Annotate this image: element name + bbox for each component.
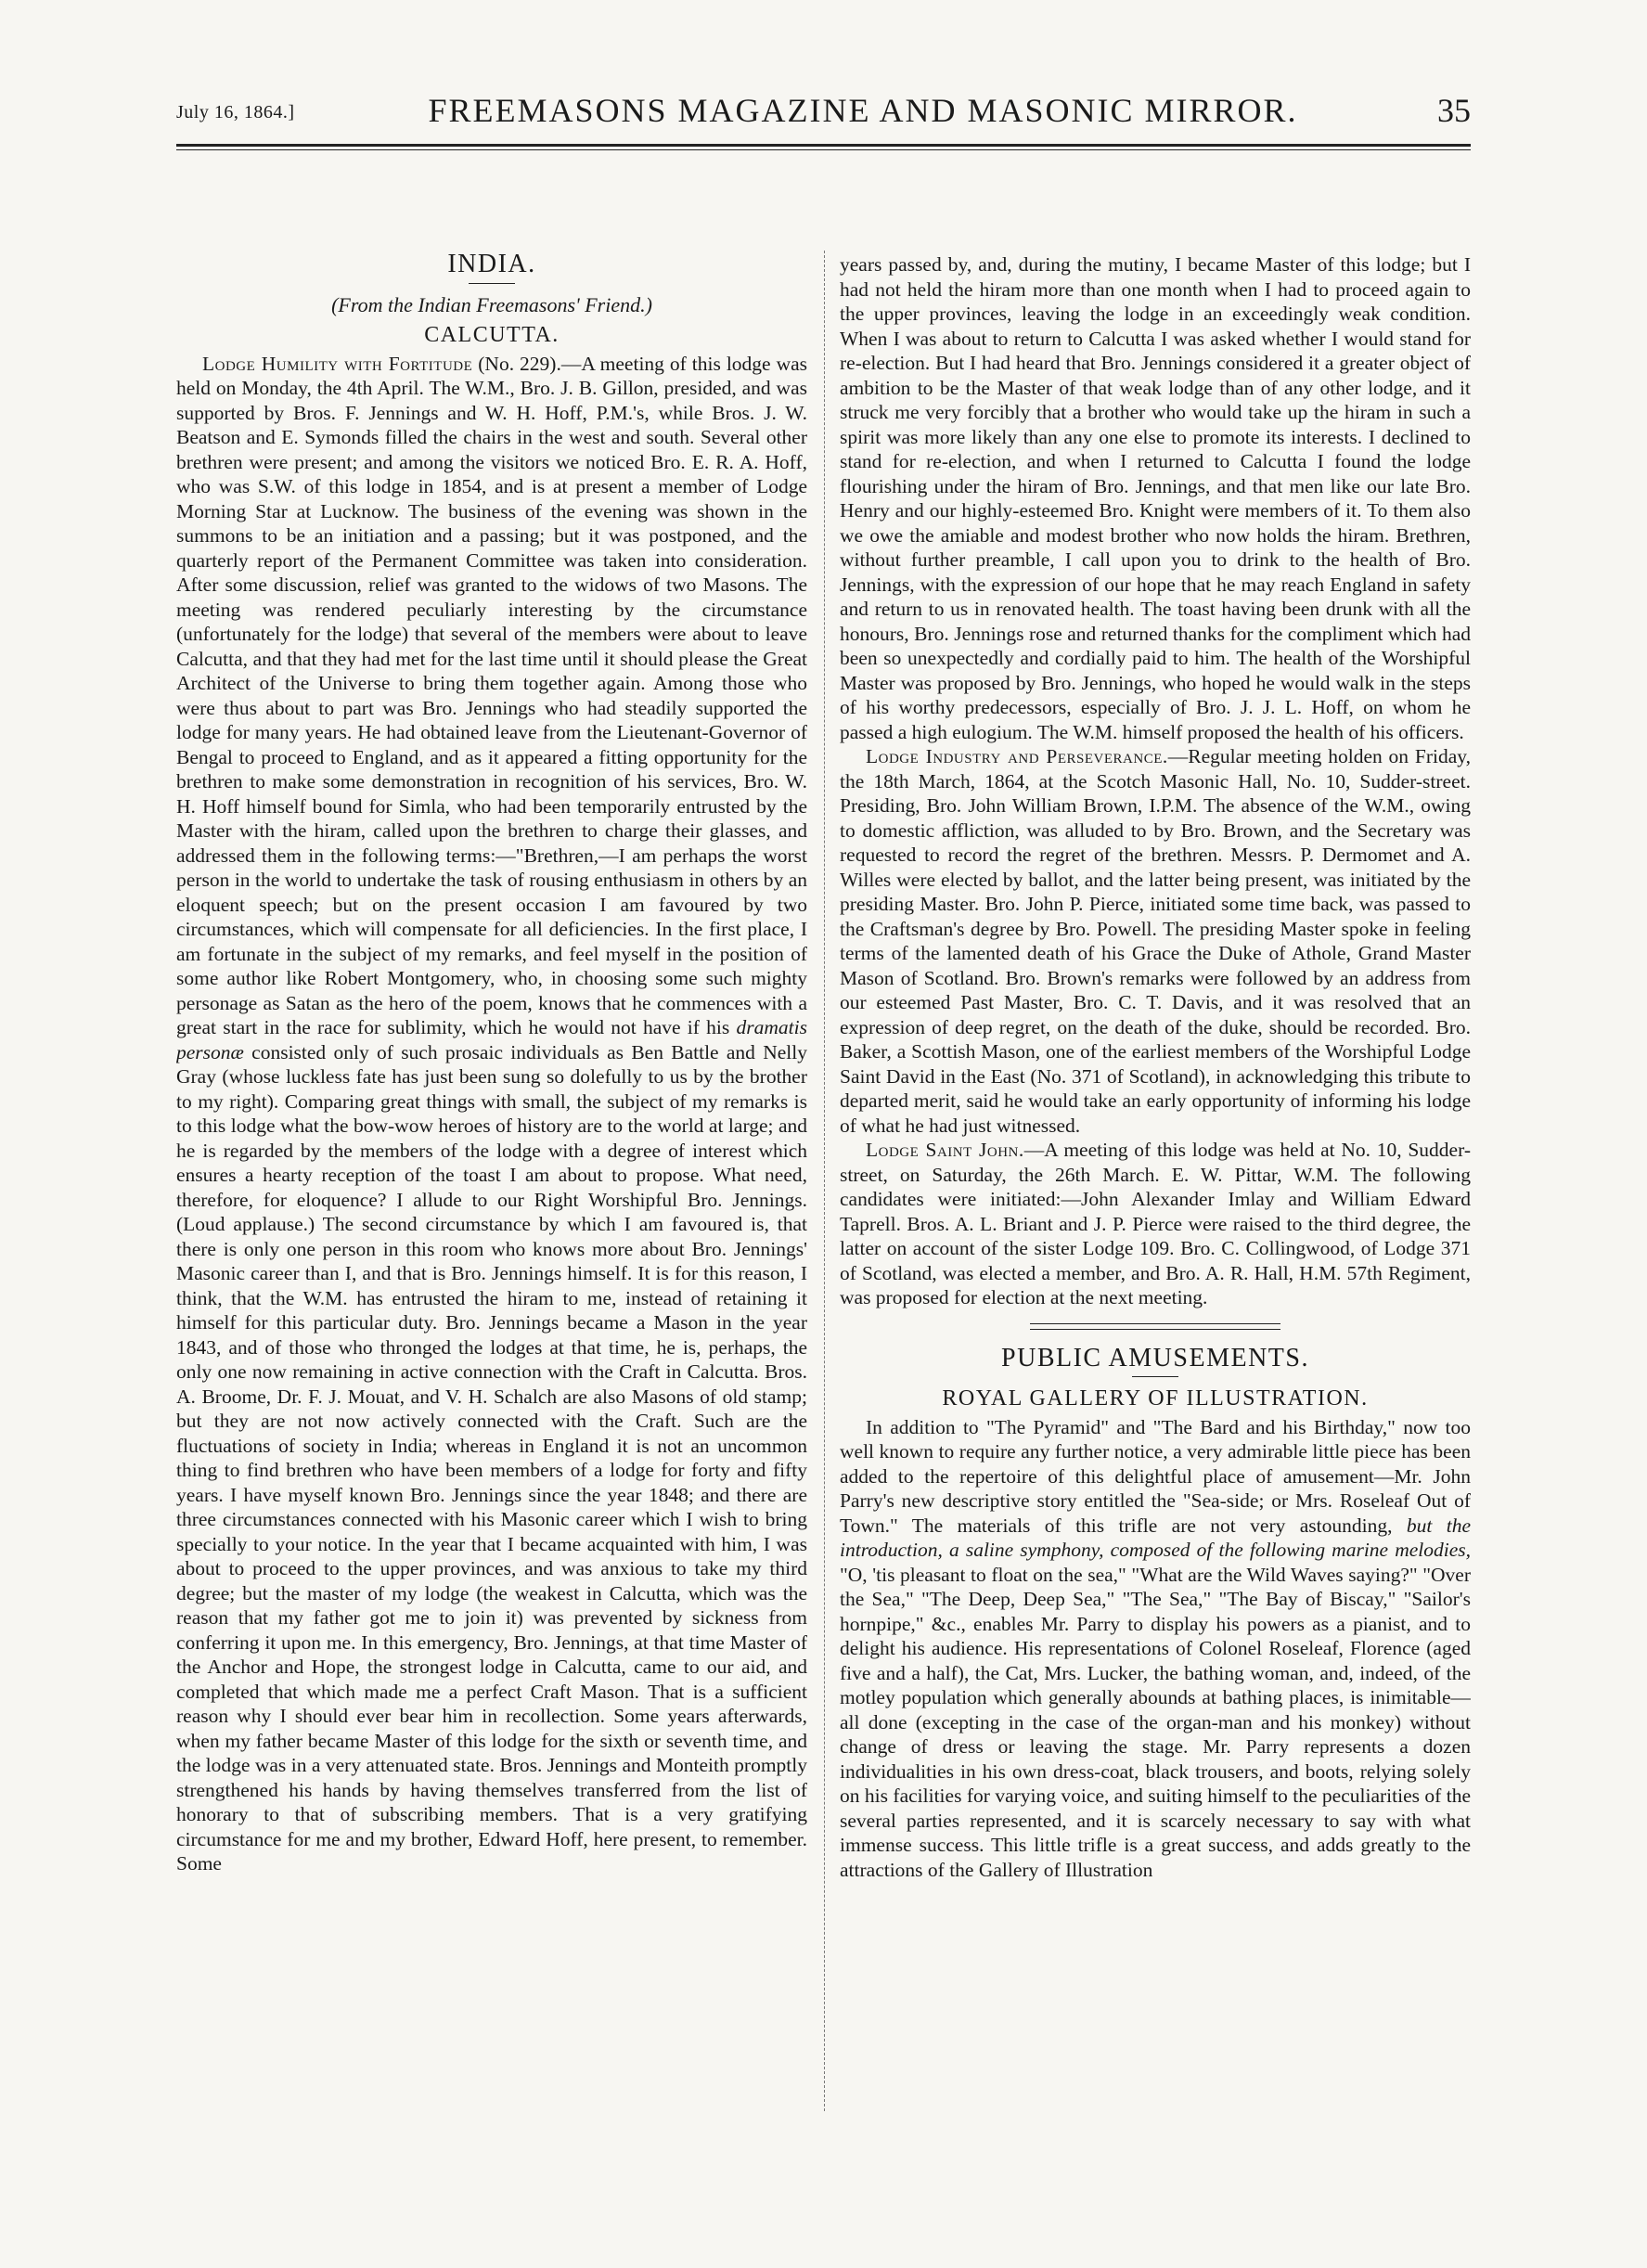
right-column [840,252,1471,2127]
amusements-italic: but the introduction, a saline symphony, composed of the following marine melodies, [840,1514,1471,1561]
amusements-paragraph [840,1415,1471,1883]
royal-gallery-subheading: ROYAL GALLERY OF ILLUSTRATION. [942,1386,1369,1411]
lodge-industry-name: Lodge Industry and Perseverance. [866,745,1168,767]
column-divider [824,251,826,2111]
amusements-text-2: "O, 'tis pleasant to float on the sea," "What are the Wild Waves saying?" "Over the Sea," "The Deep, Deep Sea," "The Sea," "The Bay of Biscay," "Sailor's hornpipe," &c., enables Mr. Parry to display his powers as a pianist, and to delight his audience. His representations of Colonel Roseleaf, Florence (aged five and a half), the Cat, Mrs. Lucker, the bathing woman, and, indeed, of the motley population which generally abounds at bathing places, is inimitable—all done (excepting in the case of the organ-man and his monkey) without change of dress or leaving the stage. Mr. Parry represents a dozen individualities in his own dress-coat, black trousers, and boots, relying solely on his facilities for varying voice, and suiting himself to the peculiarities of the several parties represented, and it is scarcely necessary to say with what immense success. This little trifle is a great success, and adds greatly to the attractions of the Gallery of Illustration [840,1563,1471,1881]
page-number: 35 [1437,92,1471,129]
amusements-heading-rule [1132,1376,1178,1377]
calcutta-subheading: CALCUTTA. [424,323,560,347]
lodge-humility-text-1: (No. 229).—A meeting of this lodge was held on Monday, the 4th April. The W.M., Bro. J. B. Gillon, presided, and was supported by Bros. F. Jennings and W. H. Hoff, P.M.'s, while Bros. J. W. Beatson and E. Symonds filled the chairs in the west and south. Several other brethren were present; and among the visitors we noticed Bro. E. R. A. Hoff, who was S.W. of this lodge in 1854, and is at present a member of Lodge Morning Star at Lucknow. The business of the evening was shown in the summons to be an initiation and a passing; but it was postponed, and the quarterly report of the Permanent Committee was taken into consideration. After some discussion, relief was granted to the widows of two Masons. The meeting was rendered peculiarly interesting by the circumstance (unfortunately for the lodge) that several of the members were about to leave Calcutta, and that they had met for the last time until it should please the Great Architect of the Universe to bring them together again. Among those who were thus about to part was Bro. Jennings who had steadily supported the lodge for many years. He had obtained leave from the Lieutenant-Governor of Bengal to proceed to England, and as it appeared a fitting opportunity for the brethren to make some demonstration in recognition of his services, Bro. W. H. Hoff himself bound for Simla, who had been temporarily entrusted by the Master with the hiram, called upon the brethren to charge their glasses, and addressed them in the following terms:—"Brethren,—I am perhaps the worst person in the world to undertake the task of rousing enthusiasm in others by an eloquent speech; but on the present occasion I am favoured by two circumstances, which will compensate for all deficiencies. In the first place, I am fortunate in the subject of my remarks, and feel myself in the position of some author like Robert Montgomery, who, in choosing some such mighty personage as Satan as the hero of the poem, knows that he commences with a great start in the race for sublimity, which he would not have if his [176,352,807,1038]
heading-rule [469,283,515,284]
dramatis-personae: dramatis personæ [176,1016,807,1063]
lodge-humility-paragraph [176,352,807,1876]
lodge-saint-john-name: Lodge Saint John. [866,1139,1024,1161]
lodge-saint-john-paragraph [840,1138,1471,1310]
section-divider [1030,1323,1280,1330]
lodge-industry-paragraph [840,744,1471,1138]
india-heading: INDIA. [447,250,536,278]
header-rule-thin [176,149,1471,150]
source-byline: (From the Indian Freemasons' Friend.) [331,292,652,316]
header-rule [176,144,1471,147]
left-column [176,249,807,2123]
lodge-saint-john-text: —A meeting of this lodge was held at No. 10, Sudder-street, on Saturday, the 26th March. E. W. Pittar, W.M. The following candidates were initiated:—John Alexander Imlay and William Edward Taprell. Bros. A. L. Briant and J. P. Pierce were raised to the third degree, the latter on account of the sister Lodge 109. Bro. C. Collingwood, of Lodge 371 of Scotland, was elected a member, and Bro. A. R. Hall, H.M. 57th Regiment, was proposed for election at the next meeting. [840,1139,1471,1308]
page-header [176,91,1471,137]
amusements-heading: PUBLIC AMUSEMENTS. [1001,1343,1309,1372]
lodge-humility-text-2: consisted only of such prosaic individuals as Ben Battle and Nelly Gray (whose luckless fate has just been sung so dolefully to us by the brother to my right). Comparing great things with small, the subject of my remarks is to this lodge what the bow-wow heroes of history are to the world at large; and he is regarded by the members of the lodge with a degree of interest which ensures a hearty reception of the toast I am about to propose. What need, therefore, for eloquence? I allude to our Right Worshipful Bro. Jennings. (Loud applause.) The second circumstance by which I am favoured is, that there is only one person in this room who knows more about Bro. Jennings' Masonic career than I, and that is Bro. Jennings himself. It is for this reason, I think, that the W.M. has entrusted the hiram to me, instead of retaining it himself for this particular duty. Bro. Jennings became a Mason in the year 1843, and of those who thronged the lodges at that time, he is, perhaps, the only one now remaining in active connection with the Craft in Calcutta. Bros. A. Broome, Dr. F. J. Mouat, and V. H. Schalch are also Masons of old stamp; but they are not now actively connected with the Craft. Such are the fluctuations of society in India; whereas in England it is not an uncommon thing to find brethren who have been members of a lodge for forty and fifty years. I have myself known Bro. Jennings since the year 1848; and there are three circumstances connected with his Masonic career which I wish to bring specially to your notice. In the year that I became acquainted with him, I was about to proceed to the upper provinces, and was anxious to take my third degree; but the master of my lodge (the weakest in Calcutta, which was the reason that my father got me to join it) was prevented by sickness from conferring it upon me. In this emergency, Bro. Jennings, at that time Master of the Anchor and Hope, the strongest lodge in Calcutta, came to our aid, and completed that which made me a perfect Craft Mason. That is a sufficient reason why I should ever bear him in recollection. Some years afterwards, when my father became Master of this lodge for the sixth or seventh time, and the lodge was in a very attenuated state. Bros. Jennings and Monteith promptly strengthened his hands by having themselves transferred from the list of honorary to that of subscribing members. That is a very gratifying circumstance for me and my brother, Edward Hoff, here present, to remember. Some [176,1040,807,1875]
amusements-text-1: In addition to "The Pyramid" and "The Bard and his Birthday," now too well known to require any further notice, a very admirable little piece has been added to the repertoire of this delightful place of amusement—Mr. John Parry's new descriptive story entitled the "Sea-side; or Mrs. Roseleaf Out of Town." The materials of this trifle are not very astounding, [840,1415,1471,1537]
lodge-humility-name: Lodge Humility with Fortitude [202,352,473,375]
lodge-humility-continued: years passed by, and, during the mutiny, I became Master of this lodge; but I had not held the hiram more than one month when I had to proceed again to the upper provinces, leaving the lodge in an exceedingly weak condition. When I was about to return to Calcutta I was asked whether I would stand for re-election. But I had heard that Bro. Jennings considered it a greater object of ambition to be the Master of that weak lodge than of any other lodge, and it struck me very forcibly that a brother who would take up the hiram in such a spirit was more likely than any one else to promote its interests. I declined to stand for re-election, and when I returned to Calcutta I found the lodge flourishing under the hiram of Bro. Jennings, and that men like our late Bro. Henry and our highly-esteemed Bro. Knight were members of it. To them also we owe the amiable and modest brother who now holds the hiram. Brethren, without further preamble, I call upon you to drink to the health of Bro. Jennings, with the expression of our hope that he may reach England in safety and return to us in renovated health. The toast having been drunk with all the honours, Bro. Jennings rose and returned thanks for the compliment which had been so unexpectedly and cordially paid to him. The health of the Worshipful Master was proposed by Bro. Jennings, who hoped he would walk in the steps of his worthy predecessors, especially of Bro. J. J. L. Hoff, on whom he passed a high eulogium. The W.M. himself proposed the health of his officers. [840,253,1471,743]
magazine-title: FREEMASONS MAGAZINE AND MASONIC MIRROR. [428,92,1298,129]
issue-date: July 16, 1864.] [176,102,295,122]
lodge-industry-text: —Regular meeting holden on Friday, the 18th March, 1864, at the Scotch Masonic Hall, No. 10, Sudder-street. Presiding, Bro. John William Brown, I.P.M. The absence of the W.M., owing to domestic affliction, was alluded to by Bro. Brown, and the Secretary was requested to record the regret of the brethren. Messrs. P. Dermomet and A. Willes were elected by ballot, and the latter being present, was initiated by the presiding Master. Bro. John P. Pierce, initiated some time back, was passed to the Craftsman's degree by Bro. Powell. The presiding Master spoke in feeling terms of the lamented death of his Grace the Duke of Athole, Grand Master Mason of Scotland. Bro. Brown's remarks were followed by an address from our esteemed Past Master, Bro. C. T. Davis, and it was resolved that an expression of deep regret, on the death of the duke, should be recorded. Bro. Baker, a Scottish Mason, one of the earliest members of the Worshipful Lodge Saint David in the East (No. 371 of Scotland), in acknowledging this tribute to departed merit, said he would take an early opportunity of informing his lodge of what he had just witnessed. [840,745,1471,1137]
